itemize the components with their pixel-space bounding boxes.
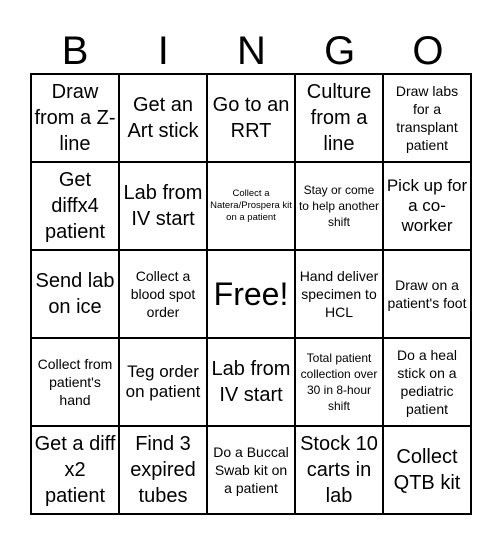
cell-text: Total patient collection over 30 in 8-hour shift: [300, 351, 378, 413]
bingo-cell: [31, 162, 119, 250]
cell-text: Do a heal stick on a pediatric patient: [397, 347, 457, 417]
bingo-cell: [119, 162, 207, 250]
cell-text: Lab from IV start: [123, 182, 203, 230]
bingo-header: [31, 28, 472, 74]
cell-text: Pick up for a co-worker: [386, 176, 468, 235]
cell-text: Stay or come to help another shift: [298, 183, 380, 229]
cell-text: Stock 10 carts in lab: [300, 433, 378, 507]
cell-text: Collect from patient's hand: [37, 356, 113, 408]
cell-text: Lab from IV start: [211, 358, 291, 406]
header-letter-i: I: [157, 29, 169, 73]
bingo-cell: [295, 162, 383, 250]
cell-text: Send lab on ice: [35, 270, 115, 318]
bingo-cell: [31, 338, 119, 426]
cell-text: Draw labs for a transplant patient: [395, 83, 459, 153]
bingo-cell: [383, 250, 471, 338]
free-cell: [207, 250, 295, 338]
bingo-cell: [207, 338, 295, 426]
bingo-cell: [207, 162, 295, 250]
bingo-cell: [119, 426, 207, 514]
cell-text: Go to an RRT: [212, 94, 290, 142]
cell-text: Collect a blood spot order: [130, 268, 196, 320]
cell-text: Free!: [213, 276, 289, 312]
bingo-cell: [383, 162, 471, 250]
bingo-cell: [207, 426, 295, 514]
header-letter-o: O: [412, 29, 444, 73]
cell-text: Teg order on patient: [125, 362, 201, 401]
bingo-cell: [119, 338, 207, 426]
bingo-cell: [119, 74, 207, 162]
cell-text: Culture from a line: [306, 81, 372, 155]
cell-text: Get an Art stick: [127, 94, 199, 142]
cell-text: Get diffx4 patient: [44, 169, 106, 243]
cell-text: Collect a Natera/Prospera kit on a patient: [210, 188, 292, 223]
bingo-cell: [295, 250, 383, 338]
bingo-cell: [119, 250, 207, 338]
cell-text: Draw on a patient's foot: [387, 277, 467, 311]
bingo-cell: [207, 74, 295, 162]
header-letter-g: G: [324, 29, 356, 73]
bingo-cell: [295, 74, 383, 162]
cell-text: Hand deliver specimen to HCL: [299, 268, 379, 320]
header-letter-b: B: [61, 29, 89, 73]
cell-text: Draw from a Z-line: [34, 81, 116, 155]
cell-text: Do a Buccal Swab kit on a patient: [213, 444, 289, 496]
bingo-cell: [31, 74, 119, 162]
cell-text: Collect QTB kit: [393, 446, 461, 494]
bingo-cell: [383, 426, 471, 514]
bingo-cell: [295, 426, 383, 514]
bingo-cell: [383, 338, 471, 426]
header-letter-n: N: [237, 29, 266, 73]
cell-text: Get a diff x2 patient: [34, 433, 116, 507]
cell-text: Find 3 expired tubes: [130, 433, 196, 507]
bingo-board: [30, 73, 472, 515]
bingo-cell: [31, 250, 119, 338]
bingo-cell: [31, 426, 119, 514]
bingo-cell: [295, 338, 383, 426]
bingo-cell: [383, 74, 471, 162]
